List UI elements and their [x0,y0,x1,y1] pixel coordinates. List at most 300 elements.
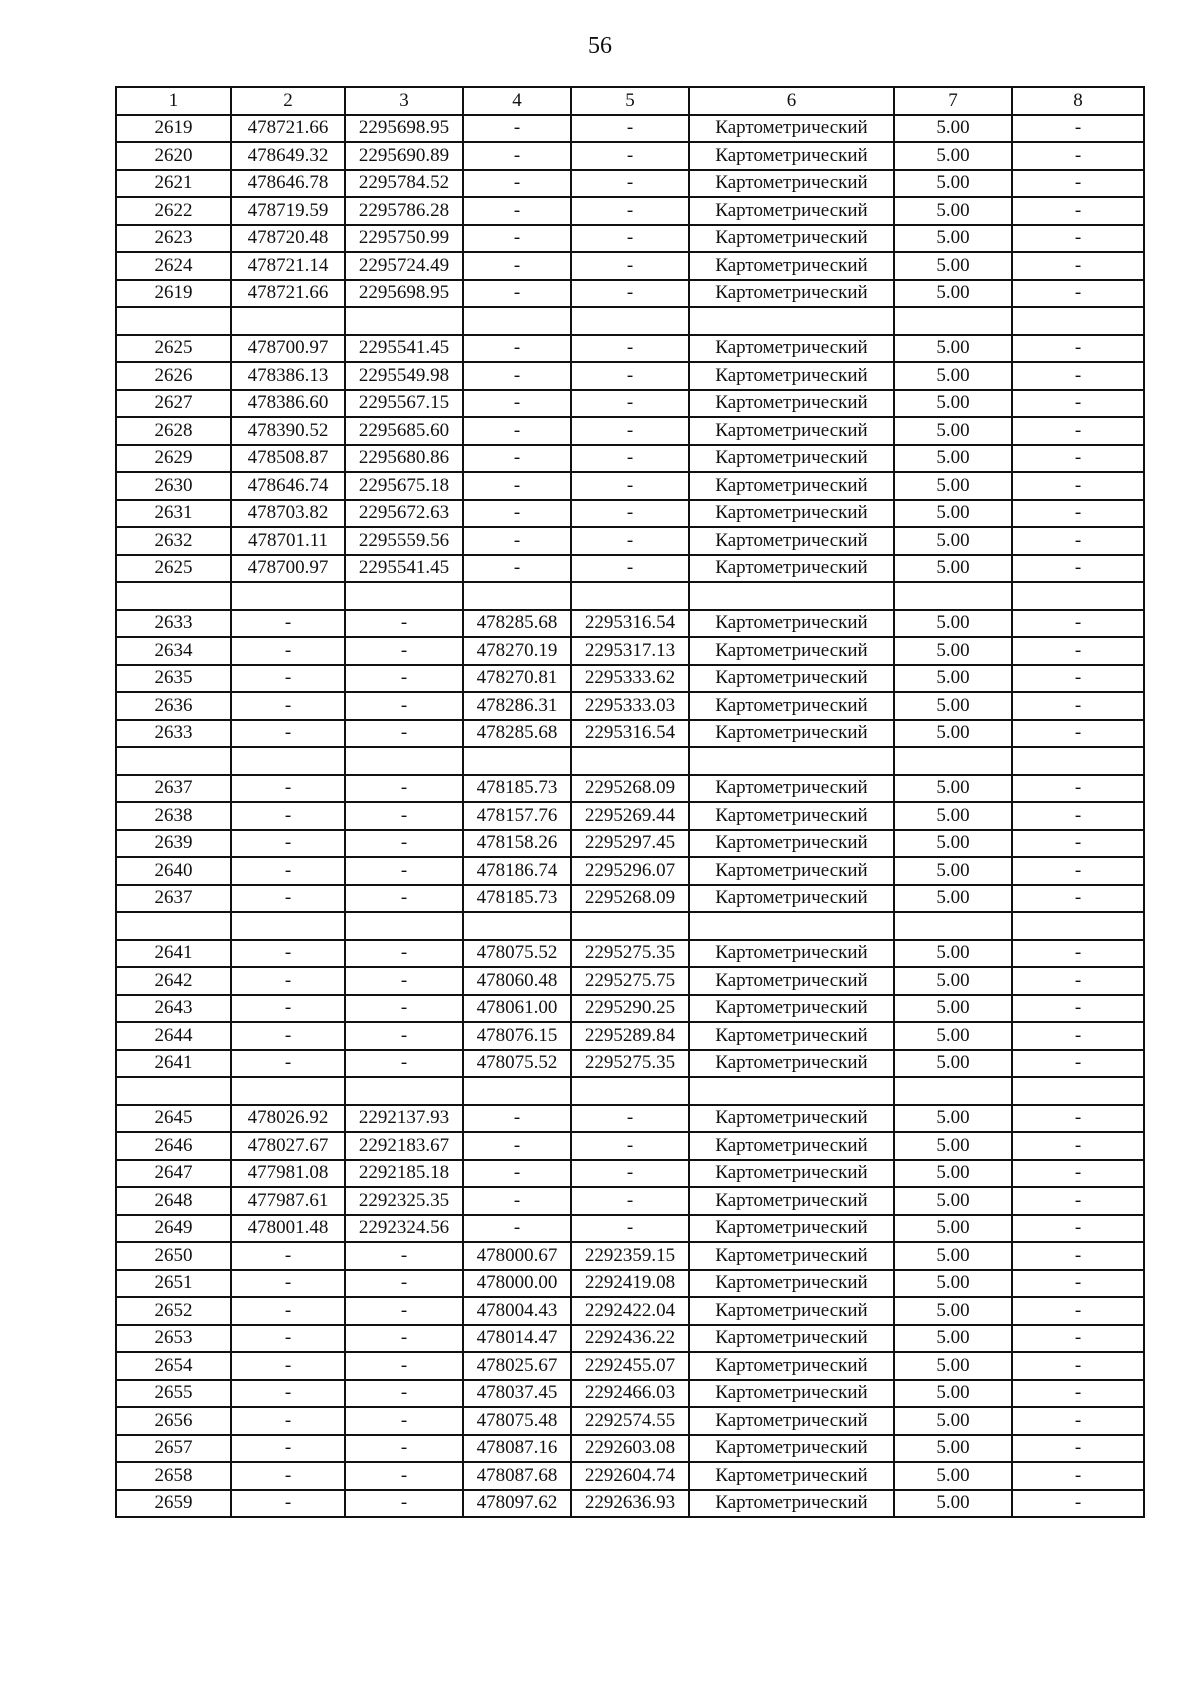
table-cell-col-3: 2292325.35 [345,1187,463,1215]
table-cell-col-4: 478186.74 [463,857,571,885]
table-row [116,170,1144,198]
table-cell-col-7: 5.00 [894,637,1012,665]
table-body [116,115,1144,1518]
table-cell-col-3: - [345,720,463,748]
table-cell-col-5: - [571,472,689,500]
table-cell-col-6: Картометрический [689,1270,894,1298]
table-row [116,940,1144,968]
table-cell-col-1: 2652 [116,1297,231,1325]
table-cell-col-8: - [1012,1132,1144,1160]
table-cell-col-2: - [231,1380,345,1408]
table-cell-col-7: 5.00 [894,610,1012,638]
table-cell-col-2: 478720.48 [231,225,345,253]
table-cell-col-6: Картометрический [689,115,894,143]
table-row [116,197,1144,225]
table-cell-col-8 [1012,1077,1144,1105]
table-cell-col-5: 2295289.84 [571,1022,689,1050]
table-cell-col-3: - [345,995,463,1023]
table-cell-col-3: - [345,1242,463,1270]
table-row [116,995,1144,1023]
table-cell-col-5 [571,307,689,335]
table-row [116,335,1144,363]
table-cell-col-7: 5.00 [894,252,1012,280]
table-cell-col-4: - [463,1132,571,1160]
table-cell-col-2: - [231,830,345,858]
table-cell-col-7: 5.00 [894,472,1012,500]
column-header-3: 3 [345,87,463,115]
table-cell-col-5: - [571,527,689,555]
table-cell-col-1: 2619 [116,280,231,308]
table-cell-col-6: Картометрический [689,857,894,885]
table-cell-col-8: - [1012,445,1144,473]
table-cell-col-6: Картометрический [689,1132,894,1160]
table-row [116,445,1144,473]
table-cell-col-3: - [345,610,463,638]
table-cell-col-8: - [1012,225,1144,253]
table-cell-col-5: - [571,445,689,473]
table-row [116,1380,1144,1408]
table-cell-col-6: Картометрический [689,472,894,500]
table-cell-col-2: 477981.08 [231,1160,345,1188]
table-cell-col-6: Картометрический [689,335,894,363]
table-cell-col-2: - [231,1325,345,1353]
table-cell-col-7: 5.00 [894,225,1012,253]
table-cell-col-8: - [1012,527,1144,555]
table-row [116,1215,1144,1243]
table-row [116,720,1144,748]
table-cell-col-1: 2653 [116,1325,231,1353]
table-cell-col-5: - [571,1187,689,1215]
table-cell-col-7: 5.00 [894,940,1012,968]
table-cell-col-5: - [571,142,689,170]
table-cell-col-1: 2650 [116,1242,231,1270]
table-cell-col-5: - [571,362,689,390]
table-cell-col-1: 2642 [116,967,231,995]
table-cell-col-7: 5.00 [894,170,1012,198]
table-cell-col-5: - [571,280,689,308]
table-cell-col-2: - [231,995,345,1023]
table-cell-col-5: 2292359.15 [571,1242,689,1270]
table-cell-col-3 [345,1077,463,1105]
table-cell-col-4: - [463,225,571,253]
table-cell-col-2: - [231,1050,345,1078]
table-row [116,417,1144,445]
table-cell-col-7: 5.00 [894,692,1012,720]
table-cell-col-7: 5.00 [894,1187,1012,1215]
table-cell-col-4: 478037.45 [463,1380,571,1408]
column-header-4: 4 [463,87,571,115]
table-cell-col-2: - [231,775,345,803]
table-cell-col-8: - [1012,1215,1144,1243]
table-cell-col-7: 5.00 [894,1022,1012,1050]
table-cell-col-4: - [463,390,571,418]
table-row [116,692,1144,720]
table-cell-col-5: - [571,115,689,143]
table-cell-col-4: 478270.19 [463,637,571,665]
table-cell-col-8: - [1012,1242,1144,1270]
table-cell-col-5: 2292603.08 [571,1435,689,1463]
table-cell-col-2: - [231,665,345,693]
table-cell-col-6: Картометрический [689,1022,894,1050]
table-cell-col-7: 5.00 [894,1435,1012,1463]
table-cell-col-4: - [463,197,571,225]
table-cell-col-6: Картометрический [689,1462,894,1490]
table-cell-col-1: 2633 [116,720,231,748]
table-row [116,1242,1144,1270]
table-cell-col-2: - [231,802,345,830]
table-cell-col-8: - [1012,335,1144,363]
table-cell-col-1: 2658 [116,1462,231,1490]
table-cell-col-7: 5.00 [894,1105,1012,1133]
table-cell-col-8: - [1012,1352,1144,1380]
table-cell-col-8 [1012,582,1144,610]
table-cell-col-8: - [1012,1325,1144,1353]
table-cell-col-1: 2622 [116,197,231,225]
table-cell-col-4: - [463,1105,571,1133]
table-cell-col-3: - [345,1022,463,1050]
table-cell-col-4: - [463,472,571,500]
table-cell-col-8: - [1012,1022,1144,1050]
table-cell-col-5: 2292636.93 [571,1490,689,1518]
table-cell-col-8: - [1012,472,1144,500]
table-cell-col-1: 2626 [116,362,231,390]
table-cell-col-7: 5.00 [894,390,1012,418]
table-cell-col-4 [463,582,571,610]
separator-row [116,582,1144,610]
table-cell-col-4: - [463,142,571,170]
table-row [116,1187,1144,1215]
table-cell-col-2: - [231,1242,345,1270]
column-header-6: 6 [689,87,894,115]
table-cell-col-2: 478646.78 [231,170,345,198]
table-cell-col-2: 478700.97 [231,335,345,363]
table-cell-col-1: 2641 [116,1050,231,1078]
table-cell-col-3 [345,307,463,335]
table-row [116,830,1144,858]
table-cell-col-3: - [345,1270,463,1298]
table-cell-col-5: 2295333.03 [571,692,689,720]
table-cell-col-8: - [1012,1050,1144,1078]
table-cell-col-5: 2295297.45 [571,830,689,858]
table-cell-col-5: 2292436.22 [571,1325,689,1353]
table-cell-col-1: 2639 [116,830,231,858]
table-cell-col-5: - [571,417,689,445]
table-cell-col-8 [1012,912,1144,940]
table-cell-col-5: - [571,555,689,583]
table-row [116,1435,1144,1463]
table-cell-col-1: 2655 [116,1380,231,1408]
table-cell-col-3: 2295690.89 [345,142,463,170]
table-cell-col-1: 2645 [116,1105,231,1133]
table-cell-col-7: 5.00 [894,417,1012,445]
table-cell-col-7: 5.00 [894,1380,1012,1408]
table-cell-col-6: Картометрический [689,142,894,170]
table-cell-col-1: 2637 [116,775,231,803]
column-header-1: 1 [116,87,231,115]
table-row [116,1050,1144,1078]
table-cell-col-5: 2295275.35 [571,1050,689,1078]
table-cell-col-6 [689,582,894,610]
table-cell-col-5: 2295268.09 [571,775,689,803]
table-cell-col-8 [1012,747,1144,775]
table-cell-col-4: 478185.73 [463,775,571,803]
table-row [116,1270,1144,1298]
table-cell-col-5 [571,912,689,940]
table-cell-col-1: 2620 [116,142,231,170]
table-row [116,390,1144,418]
table-cell-col-8: - [1012,610,1144,638]
table-cell-col-4: 478075.52 [463,1050,571,1078]
separator-row [116,747,1144,775]
table-cell-col-5: 2295275.35 [571,940,689,968]
table-cell-col-7: 5.00 [894,665,1012,693]
table-cell-col-8: - [1012,555,1144,583]
table-cell-col-2: - [231,1022,345,1050]
table-cell-col-4: - [463,417,571,445]
table-row [116,885,1144,913]
page-number: 56 [588,33,612,59]
table-cell-col-3: 2295685.60 [345,417,463,445]
table-cell-col-6: Картометрический [689,665,894,693]
table-cell-col-7: 5.00 [894,500,1012,528]
table-cell-col-7: 5.00 [894,362,1012,390]
table-cell-col-8: - [1012,967,1144,995]
table-cell-col-4: - [463,500,571,528]
table-cell-col-8: - [1012,1270,1144,1298]
table-cell-col-6: Картометрический [689,885,894,913]
table-cell-col-8: - [1012,142,1144,170]
table-cell-col-6: Картометрический [689,197,894,225]
table-cell-col-8: - [1012,170,1144,198]
table-cell-col-5: 2295275.75 [571,967,689,995]
table-cell-col-5: - [571,390,689,418]
separator-row [116,1077,1144,1105]
table-cell-col-7: 5.00 [894,1325,1012,1353]
table-cell-col-5: - [571,1160,689,1188]
table-cell-col-8: - [1012,940,1144,968]
table-cell-col-8: - [1012,390,1144,418]
table-cell-col-8: - [1012,1462,1144,1490]
table-cell-col-1: 2641 [116,940,231,968]
table-cell-col-4: 478075.48 [463,1407,571,1435]
table-cell-col-3: - [345,857,463,885]
table-cell-col-5: - [571,225,689,253]
table-cell-col-3: - [345,1352,463,1380]
table-cell-col-4: 478286.31 [463,692,571,720]
table-cell-col-8: - [1012,1380,1144,1408]
table-cell-col-7: 5.00 [894,830,1012,858]
table-cell-col-6 [689,912,894,940]
table-cell-col-8: - [1012,720,1144,748]
table-cell-col-6: Картометрический [689,390,894,418]
table-cell-col-3: 2295672.63 [345,500,463,528]
table-cell-col-4: - [463,555,571,583]
table-cell-col-7: 5.00 [894,885,1012,913]
table-cell-col-6: Картометрический [689,527,894,555]
table-cell-col-8: - [1012,1297,1144,1325]
table-cell-col-2: - [231,1407,345,1435]
table-cell-col-6: Картометрический [689,802,894,830]
table-cell-col-2: 478721.66 [231,280,345,308]
table-cell-col-4: 478087.16 [463,1435,571,1463]
table-cell-col-6: Картометрический [689,417,894,445]
table-row [116,252,1144,280]
table-row [116,665,1144,693]
table-cell-col-7: 5.00 [894,1160,1012,1188]
table-cell-col-5: 2292604.74 [571,1462,689,1490]
table-cell-col-1: 2640 [116,857,231,885]
table-cell-col-4: - [463,1215,571,1243]
table-cell-col-5: - [571,500,689,528]
table-cell-col-5: - [571,170,689,198]
table-row [116,280,1144,308]
table-cell-col-7: 5.00 [894,1270,1012,1298]
table-cell-col-1: 2654 [116,1352,231,1380]
column-header-5: 5 [571,87,689,115]
table-cell-col-6: Картометрический [689,1242,894,1270]
table-cell-col-2: 478649.32 [231,142,345,170]
table-cell-col-5 [571,582,689,610]
table-cell-col-5: 2292419.08 [571,1270,689,1298]
table-cell-col-3: 2295549.98 [345,362,463,390]
table-cell-col-2: - [231,1352,345,1380]
table-cell-col-6: Картометрический [689,692,894,720]
table-cell-col-4: 478087.68 [463,1462,571,1490]
table-cell-col-2 [231,307,345,335]
table-cell-col-3: 2295698.95 [345,280,463,308]
table-cell-col-7: 5.00 [894,335,1012,363]
table-row [116,637,1144,665]
table-cell-col-2 [231,1077,345,1105]
table-cell-col-6: Картометрический [689,995,894,1023]
table-cell-col-8 [1012,307,1144,335]
table-cell-col-3: - [345,692,463,720]
table-cell-col-1 [116,307,231,335]
table-cell-col-1: 2619 [116,115,231,143]
table-cell-col-7: 5.00 [894,280,1012,308]
table-row [116,1462,1144,1490]
table-cell-col-3: - [345,885,463,913]
table-cell-col-2: - [231,940,345,968]
table-cell-col-2: 478001.48 [231,1215,345,1243]
table-row [116,967,1144,995]
table-cell-col-2: 478721.14 [231,252,345,280]
table-cell-col-6: Картометрический [689,1407,894,1435]
table-cell-col-5: 2295296.07 [571,857,689,885]
table-cell-col-1: 2630 [116,472,231,500]
table-cell-col-6: Картометрический [689,967,894,995]
table-row [116,472,1144,500]
table-cell-col-1 [116,582,231,610]
table-row [116,857,1144,885]
table-cell-col-5: 2295316.54 [571,720,689,748]
table-cell-col-2: 478646.74 [231,472,345,500]
table-cell-col-4: - [463,170,571,198]
table-cell-col-5 [571,747,689,775]
table-cell-col-4: 478000.00 [463,1270,571,1298]
table-cell-col-8: - [1012,995,1144,1023]
table-cell-col-6: Картометрический [689,940,894,968]
table-cell-col-7: 5.00 [894,1242,1012,1270]
table-cell-col-4: 478075.52 [463,940,571,968]
table-cell-col-2: 477987.61 [231,1187,345,1215]
table-cell-col-8: - [1012,857,1144,885]
table-cell-col-3: 2295750.99 [345,225,463,253]
table-cell-col-1: 2628 [116,417,231,445]
table-cell-col-7: 5.00 [894,115,1012,143]
table-row [116,500,1144,528]
table-cell-col-4: 478000.67 [463,1242,571,1270]
table-cell-col-1: 2627 [116,390,231,418]
table-cell-col-5: 2295269.44 [571,802,689,830]
table-cell-col-7: 5.00 [894,197,1012,225]
table-cell-col-1: 2633 [116,610,231,638]
table-cell-col-6: Картометрический [689,1050,894,1078]
table-cell-col-7: 5.00 [894,1462,1012,1490]
table-cell-col-4: - [463,445,571,473]
table-cell-col-7: 5.00 [894,1490,1012,1518]
table-cell-col-7: 5.00 [894,1407,1012,1435]
table-cell-col-7: 5.00 [894,1132,1012,1160]
table-cell-col-7: 5.00 [894,1297,1012,1325]
table-cell-col-4: 478097.62 [463,1490,571,1518]
table-cell-col-1: 2621 [116,170,231,198]
table-row [116,1105,1144,1133]
table-cell-col-5: 2295290.25 [571,995,689,1023]
table-cell-col-4 [463,1077,571,1105]
table-cell-col-5: 2292466.03 [571,1380,689,1408]
table-cell-col-8: - [1012,500,1144,528]
table-cell-col-6: Картометрический [689,1380,894,1408]
table-cell-col-7 [894,1077,1012,1105]
table-cell-col-4: 478076.15 [463,1022,571,1050]
table-cell-col-6: Картометрический [689,1490,894,1518]
table-cell-col-4: - [463,1187,571,1215]
table-cell-col-1 [116,1077,231,1105]
table-cell-col-3: - [345,802,463,830]
table-cell-col-3: 2295541.45 [345,335,463,363]
table-cell-col-4: - [463,280,571,308]
table-cell-col-1: 2656 [116,1407,231,1435]
table-cell-col-8: - [1012,1160,1144,1188]
separator-row [116,307,1144,335]
table-row [116,1352,1144,1380]
table-cell-col-1: 2624 [116,252,231,280]
table-cell-col-1: 2629 [116,445,231,473]
table-cell-col-1: 2646 [116,1132,231,1160]
table-cell-col-6: Картометрический [689,610,894,638]
table-cell-col-7: 5.00 [894,802,1012,830]
table-cell-col-1: 2649 [116,1215,231,1243]
table-cell-col-1: 2636 [116,692,231,720]
table-cell-col-6: Картометрический [689,362,894,390]
table-cell-col-4: - [463,1160,571,1188]
table-cell-col-2 [231,582,345,610]
table-cell-col-1: 2623 [116,225,231,253]
table-cell-col-1: 2632 [116,527,231,555]
table-cell-col-1: 2634 [116,637,231,665]
table-cell-col-5: 2295317.13 [571,637,689,665]
table-cell-col-3: 2292137.93 [345,1105,463,1133]
table-cell-col-2: - [231,692,345,720]
table-cell-col-1: 2657 [116,1435,231,1463]
table-cell-col-4: 478025.67 [463,1352,571,1380]
table-cell-col-6: Картометрический [689,830,894,858]
table-cell-col-4: 478061.00 [463,995,571,1023]
table-cell-col-4: 478285.68 [463,610,571,638]
table-cell-col-7 [894,912,1012,940]
table-cell-col-5: 2295333.62 [571,665,689,693]
